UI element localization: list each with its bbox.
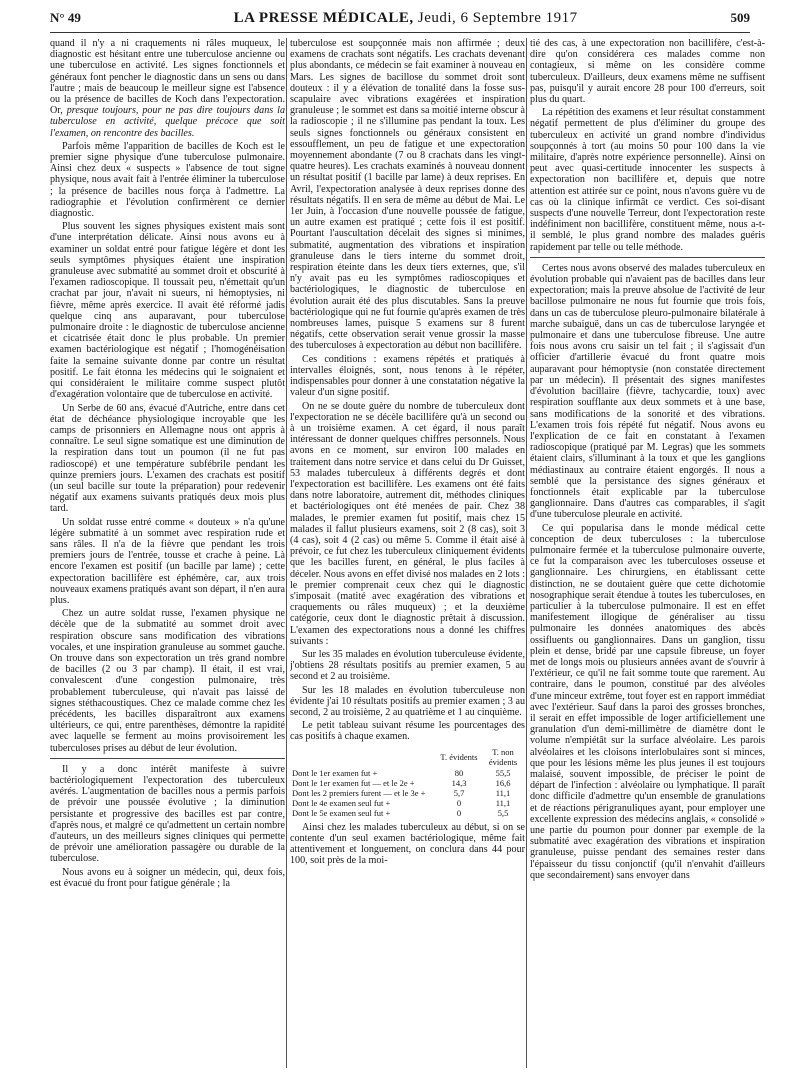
row-label: Dont le 5e examen seul fut + [292,807,391,818]
column-3 [530,38,765,1070]
cell-value: 14,3 [451,777,467,788]
paragraph: Il y a donc intérêt manifeste à suivre bactériologiquement l'expectoration des tuberculeux avérés. L'augmentation de bacilles nous a permis parfois de prévoir une poussée évolutive ; la diminution persistante et progressive des bacilles est par contre, d'après nous, et malgré ce qu'admettent un certain nombre d'auteurs, un des meilleurs signes cliniques qui permette de prévoir une amélioration passagère ou durable de la tuberculose. [50,763,285,865]
emphasis: presque toujours, pour ne pas dire toujours dans la tuberculose en activité, quelque précoce que soit l'examen, on rencontre des bacilles. [50,105,285,139]
paragraph: Sur les 35 malades en évolution tuberculeuse évidente, j'obtiens 28 résultats positifs au premier examen, 5 au second et 2 au troisième. [290,648,525,683]
section-divider [50,758,285,759]
table-row [290,788,525,798]
table-row [290,778,525,788]
table-header-row [290,746,525,768]
cell-value: 16,6 [495,777,511,788]
cell-value: 55,5 [495,767,511,778]
issue-date: Jeudi, 6 Septembre 1917 [417,10,578,26]
column-rule-2 [526,38,527,1068]
journal-name: LA PRESSE MÉDICALE, [233,10,414,26]
paragraph: Un Serbe de 60 ans, évacué d'Autriche, entre dans cet état de déchéance physiologique incroyable que les camps de prisonniers en Allemagne nous ont appris à connaître. Le seul signe somatique est une diminution de la respiration dans tout un poumon (il ne fut pas radioscopé) et une température subfébrile pendant les quinze premiers jours. L'examen des crachats est positif (un seul bacille sur toute la préparation) pour redevenir négatif aux examens suivants pratiqués deux mois plus tard. [50,402,285,515]
section-divider [530,257,765,258]
cell-value: 11,1 [495,797,511,808]
paragraph: Nous avons eu à soigner un médecin, qui, deux fois, est évacué du front pour fatigue générale ; la [50,866,285,889]
table-row [290,768,525,778]
cell-value: 0 [456,807,462,818]
page-number: 509 [730,10,750,25]
paragraph: tié des cas, à une expectoration non bacillifère, c'est-à-dire qu'on considérera ces malades comme non contagieux, si même on les considère comme tuberculeux. D'ailleurs, deux examens même ne suffisent pas, puisqu'il y aurait encore 28 pour 100 d'erreurs, soit plus du quart. [530,38,765,106]
paragraph: La répétition des examens et leur résultat constamment négatif permettent de plus d'éliminer du groupe des tuberculeux en activité un grand nombre d'individus soupçonnés à tort (au moins 50 pour 100 dans la vie militaire, d'après notre expérience personnelle). Ainsi on peut avec quasi-certitude innocenter les suspects à expectoration non bacillifère et, depuis que notre attention est attirée sur ce point, nous n'avons guère vu de cas où la clinique infirmât ce verdict. Ces soi-disant suspects d'une nouvelle Terreur, dont l'expectoration reste indéfiniment non bacillifère, constituent même, nous a-t-il semblé, le plus grand nombre des malades guéris rapidement par telle ou telle méthode. [530,107,765,253]
paragraph: On ne se doute guère du nombre de tuberculeux dont l'expectoration ne se décèle bacillifère qu'à un second ou à un troisième examen. A cet égard, il nous paraît intéressant de donner quelques chiffres personnels. Nous avons en ce moment, sur environ 100 malades en traitement dans notre service et dans celui du Dr Guisset, 53 malades tuberculeux à différents degrés et dont l'expectoration est bacillifère. Les examens ont été faits dans notre laboratoire, autrement dit, méthodes cliniques et bactériologiques ont été menées de pair. Chez 38 malades, le premier examen fut positif, mais chez 15 malades il fallut plusieurs examens, soit 2 (8 cas), soit 3 (4 cas), soit 4 (2 cas) ou même 5. Comme il était aisé à prévoir, ce fut chez les tuberculeux cliniquement évidents que les bacilles furent, en général, le plus faciles à déceler. Nous avons en effet divisé nos malades en 2 lots : le premier comprenait ceux chez qui le diagnostic s'imposait (matité avec exagération des vibrations et craquements ou râles muqueux) ; et la deuxième catégorie, ceux dont le diagnostic prêtait à discussion. L'examen des expectorations nous a donné les chiffres suivants : [290,400,525,647]
table-row [290,798,525,808]
paragraph: Le petit tableau suivant résume les pourcentages des cas positifs à chaque examen. [290,720,525,743]
paragraph: Parfois même l'apparition de bacilles de Koch est le premier signe physique d'une tuberculose pulmonaire. Ainsi chez deux « suspects » l'absence de tout signe physique, nous avait fait à l'entrée éliminer la tuberculose ; la présence de bacilles nous força à l'admettre. La radiographie et l'évolution confirmèrent ce dernier diagnostic. [50,140,285,220]
paragraph: Ces conditions : examens répétés et pratiqués à intervalles éloignés, sont, nous tenons à le répéter, indispensables pour donner à une constatation négative la valeur d'un signe positif. [290,353,525,399]
row-label: Dont le 4e examen seul fut + [292,797,391,808]
row-label: Dont le 1er examen fut + [292,767,378,778]
paragraph: Ce qui popularisa dans le monde médical cette conception de deux tuberculoses : la tuberculose pulmonaire fermée et la tuberculose pulmonaire ouverte, ce fut la comparaison avec les tuberculoses osseuse et ganglionnaire. Les chirurgiens, en établissant cette distinction, ne se doutaient guère que cette dichotomie nosographique serait étendue à toutes les tuberculoses, en particulier à la tuberculose pulmonaire. Il est en effet manifestement illogique de généraliser au tissu pulmonaire les données anatomiques des abcès ossifluents ou ganglionnaires. Dans un ganglion, tissu plein et dense, bridé par une capsule fibreuse, un foyer met de longs mois ou plusieurs années avant de s'ouvrir à l'extérieur, ce qu'il ne fait somme toute que rarement. Au contraire, dans le poumon, constitué par des alvéoles d'une minceur extrême, tout foyer est en rapport immédiat avec l'extérieur. Sauf dans la paroi des grosses bronches, il serait en effet impossible de loger artificiellement une granulation d'un demi-millimètre de diamètre dont le volume n'empiétât sur la surface alvéolaire. Les parois alvéolaires et les cloisons interlobulaires sont si minces, que pour les lésions même les plus jeunes il est toujours malaisé, souvent impossible, de préciser le point de départ de l'infection : alvéolaire ou lymphatique. Il paraît donc difficile d'admettre qu'un ensemble de granulations et de réactions périgranuliques ayant, pour employer une excellente expression des médecins anglais, « consolidé » une partie du poumon pour donner par exemple de la submatité avec exagération des vibrations et inspiration granuleuse, puisse pendant des semaines rester dans l'épaisseur du tissu conjonctif (qu'il n'envahit d'ailleurs que secondairement) sans envoyer dans [530,522,765,881]
cell-value: 80 [454,767,464,778]
column-2 [290,38,525,1070]
journal-title [234,10,578,27]
paragraph: Plus souvent les signes physiques existent mais sont d'une interprétation délicate. Ainsi nous avons eu à examiner un soldat entré pour fatigue légère et dont les seuls symptômes physiques étaient une inspiration granuleuse avec submatité au sommet droit et obscurité à l'examen radioscopique. Il toussait peu, n'émettait qu'un crachat par jour, n'avait ni sueurs, ni hémoptysies, ni fièvre, même après exercice. Il avait été réformé jadis quelque cinq ans auparavant, pour tuberculose pulmonaire droite : le diagnostic de tuberculose ancienne et cicatrisée était donc le plus probable. Un premier examen bactériologique est négatif ; l'homogénéisation faite la semaine suivante donne par contre un résultat positif. Le fait étonna les médecins qui le soignaient et qui considéraient le militaire comme suspect plutôt d'exagération volontaire que de tuberculose en activité. [50,221,285,401]
row-label: Dont les 2 premiers furent — et le 3e + [292,787,426,798]
paragraph: Certes nous avons observé des malades tuberculeux en évolution probable qui n'avaient pas de bacilles dans leur expectoration; mais la preuve absolue de l'activité de leur bacillose pulmonaire ne nous fut fournie que trois fois, dans un cas de tuberculose pleuro-pulmonaire bilatérale à marche subaiguë, dans un cas de tuberculose laryngée et pulmonaire et dans une tuberculose fibreuse. Une autre fois nous avons cru saisir un tel fait ; il s'agissait d'un officier d'artillerie évacué du front quatre mois auparavant pour hémoptysie (non constatée directement par un médecin). Il présentait des signes manifestes d'évolution bacillaire (fièvre, tachycardie, toux) avec respiration soufflante aux deux sommets et à une base, sans modifications de la sonorité et des vibrations. L'examen trois fois répété fut négatif. Nous avons eu l'explication de ce fait en constatant à l'examen radioscopique (pratiqué par M. Legras) que les sommets étaient clairs, s'illuminant à la toux et que les ganglions médiastinaux au contraire étaient engorgés. Il nous a semblé que la persistance des signes généraux et fonctionnels était explicable par la tuberculose ganglionnaire. Dans d'autres cas comparables, il s'agit d'une tuberculose pleurale en activité. [530,262,765,521]
page-header [50,10,750,33]
paragraph: quand il n'y a ni craquements ni râles muqueux, le diagnostic est hésitant entre une tuberculose ancienne ou une tuberculose en activité. Les signes fonctionnels et généraux font pencher le diagnostic dans un sens ou dans l'autre ; mais de beaucoup le meilleur signe est l'absence ou la présence de bacilles de Koch dans l'expectoration. Or, presque toujours, pour ne pas dire toujours dans la tuberculose en activité, quelque précoce que soit l'examen, on rencontre des bacilles. [50,38,285,139]
cell-value: 5,5 [497,807,509,818]
table-row [290,808,525,818]
row-label: Dont le 1er examen fut — et le 2e + [292,777,415,788]
column-rule-1 [286,38,287,1068]
paragraph: Un soldat russe entré comme « douteux » n'a qu'une légère submatité à un sommet avec respiration rude et sans râles. Il n'a de la fièvre que pendant les trois premiers jours de l'entrée, tousse et crache à peine. Là encore l'examen est positif (un bacille par lame) ; cette expectoration bacillifère est éphémère, car, aux trois nouveaux examens pratiqués avant son départ, il n'en aura plus. [50,516,285,606]
percentage-table [290,746,525,818]
column-1 [50,38,285,1070]
paragraph: tuberculose est soupçonnée mais non affirmée ; deux examens de crachats sont négatifs. Les crachats devenant plus abondants, ce médecin se fait examiner à nouveau en Mars. Les signes de bacillose du sommet droit sont douteux : il y a élévation de tonalité dans la fosse sus-scapulaire avec vibrations exagérées et inspiration granuleuse ; le sommet est dans sa moitié interne obscur à la radioscopie ; il ne s'illumine pas pendant la toux. Les seuls signes fonctionnels ou généraux consistent en essoufflement, un peu de fatigue et une expectoration moyennement abondante (7 ou 8 crachats dans les vingt-quatre heures). Les crachats examinés à nouveau donnent un résultat positif (1 bacille par lame) à deux reprises. En Avril, l'expectoration analysée à deux reprises donne des résultats négatifs. Il en sera de même au début de Mai. Le 1er Juin, à l'occasion d'une nouvelle poussée de fatigue, un autre examen est pratiqué ; cette fois il est positif. Pourtant l'auscultation décelait des signes si minimes, submatité, augmentation des vibrations et inspiration granuleuse dans le tiers interne du sommet droit, respiration éteinte dans les deux tiers externes, que, s'il n'y avait pas eu les symptômes radioscopiques et bactériologiques, le diagnostic de tuberculose en évolution aurait été des plus discutables. Sans la preuve bactériologique qui ne fut fournie qu'après examen de très nombreuses lames, puisque 5 examens sur 8 furent négatifs, cette observation serait venue grossir la masse des tuberculoses à expectoration au début non bacillifère. [290,38,525,352]
paragraph: Sur les 18 malades en évolution tuberculeuse non évidente j'ai 10 résultats positifs au premier examen ; 3 au second, 2 au troisième, 2 au quatrième et 1 au cinquième. [290,684,525,718]
paragraph: Ainsi chez les malades tuberculeux au début, si on se contente d'un seul examen bactériologique, même fait attentivement et longuement, on conclura dans 44 pour 100, soit près de la moi- [290,821,525,867]
cell-value: 11,1 [495,787,511,798]
paragraph: Chez un autre soldat russe, l'examen physique ne décèle que de la submatité au sommet droit avec respiration obscure sans modification des vibrations vocales, et une inspiration granuleuse au sommet gauche. On trouve dans son expectoration un très grand nombre de bacilles (2 ou 3 par champ). Il était, il est vrai, convalescent d'une congestion pulmonaire, très probablement tuberculeuse, qui n'avait pas laissé de signes stéthacoustiques. Chez ce malade comme chez les précédents, les bacilles disparaîtront aux examens ultérieurs, ce qui, entre parenthèses, démontre la rapidité avec laquelle se ferment au moins provisoirement les tuberculoses prises au début de leur évolution. [50,608,285,754]
cell-value: 5,7 [453,787,465,798]
column-header: T. non évidents [488,746,518,767]
issue-number: N° 49 [50,10,81,25]
cell-value: 0 [456,797,462,808]
column-header: T. évidents [440,751,478,762]
